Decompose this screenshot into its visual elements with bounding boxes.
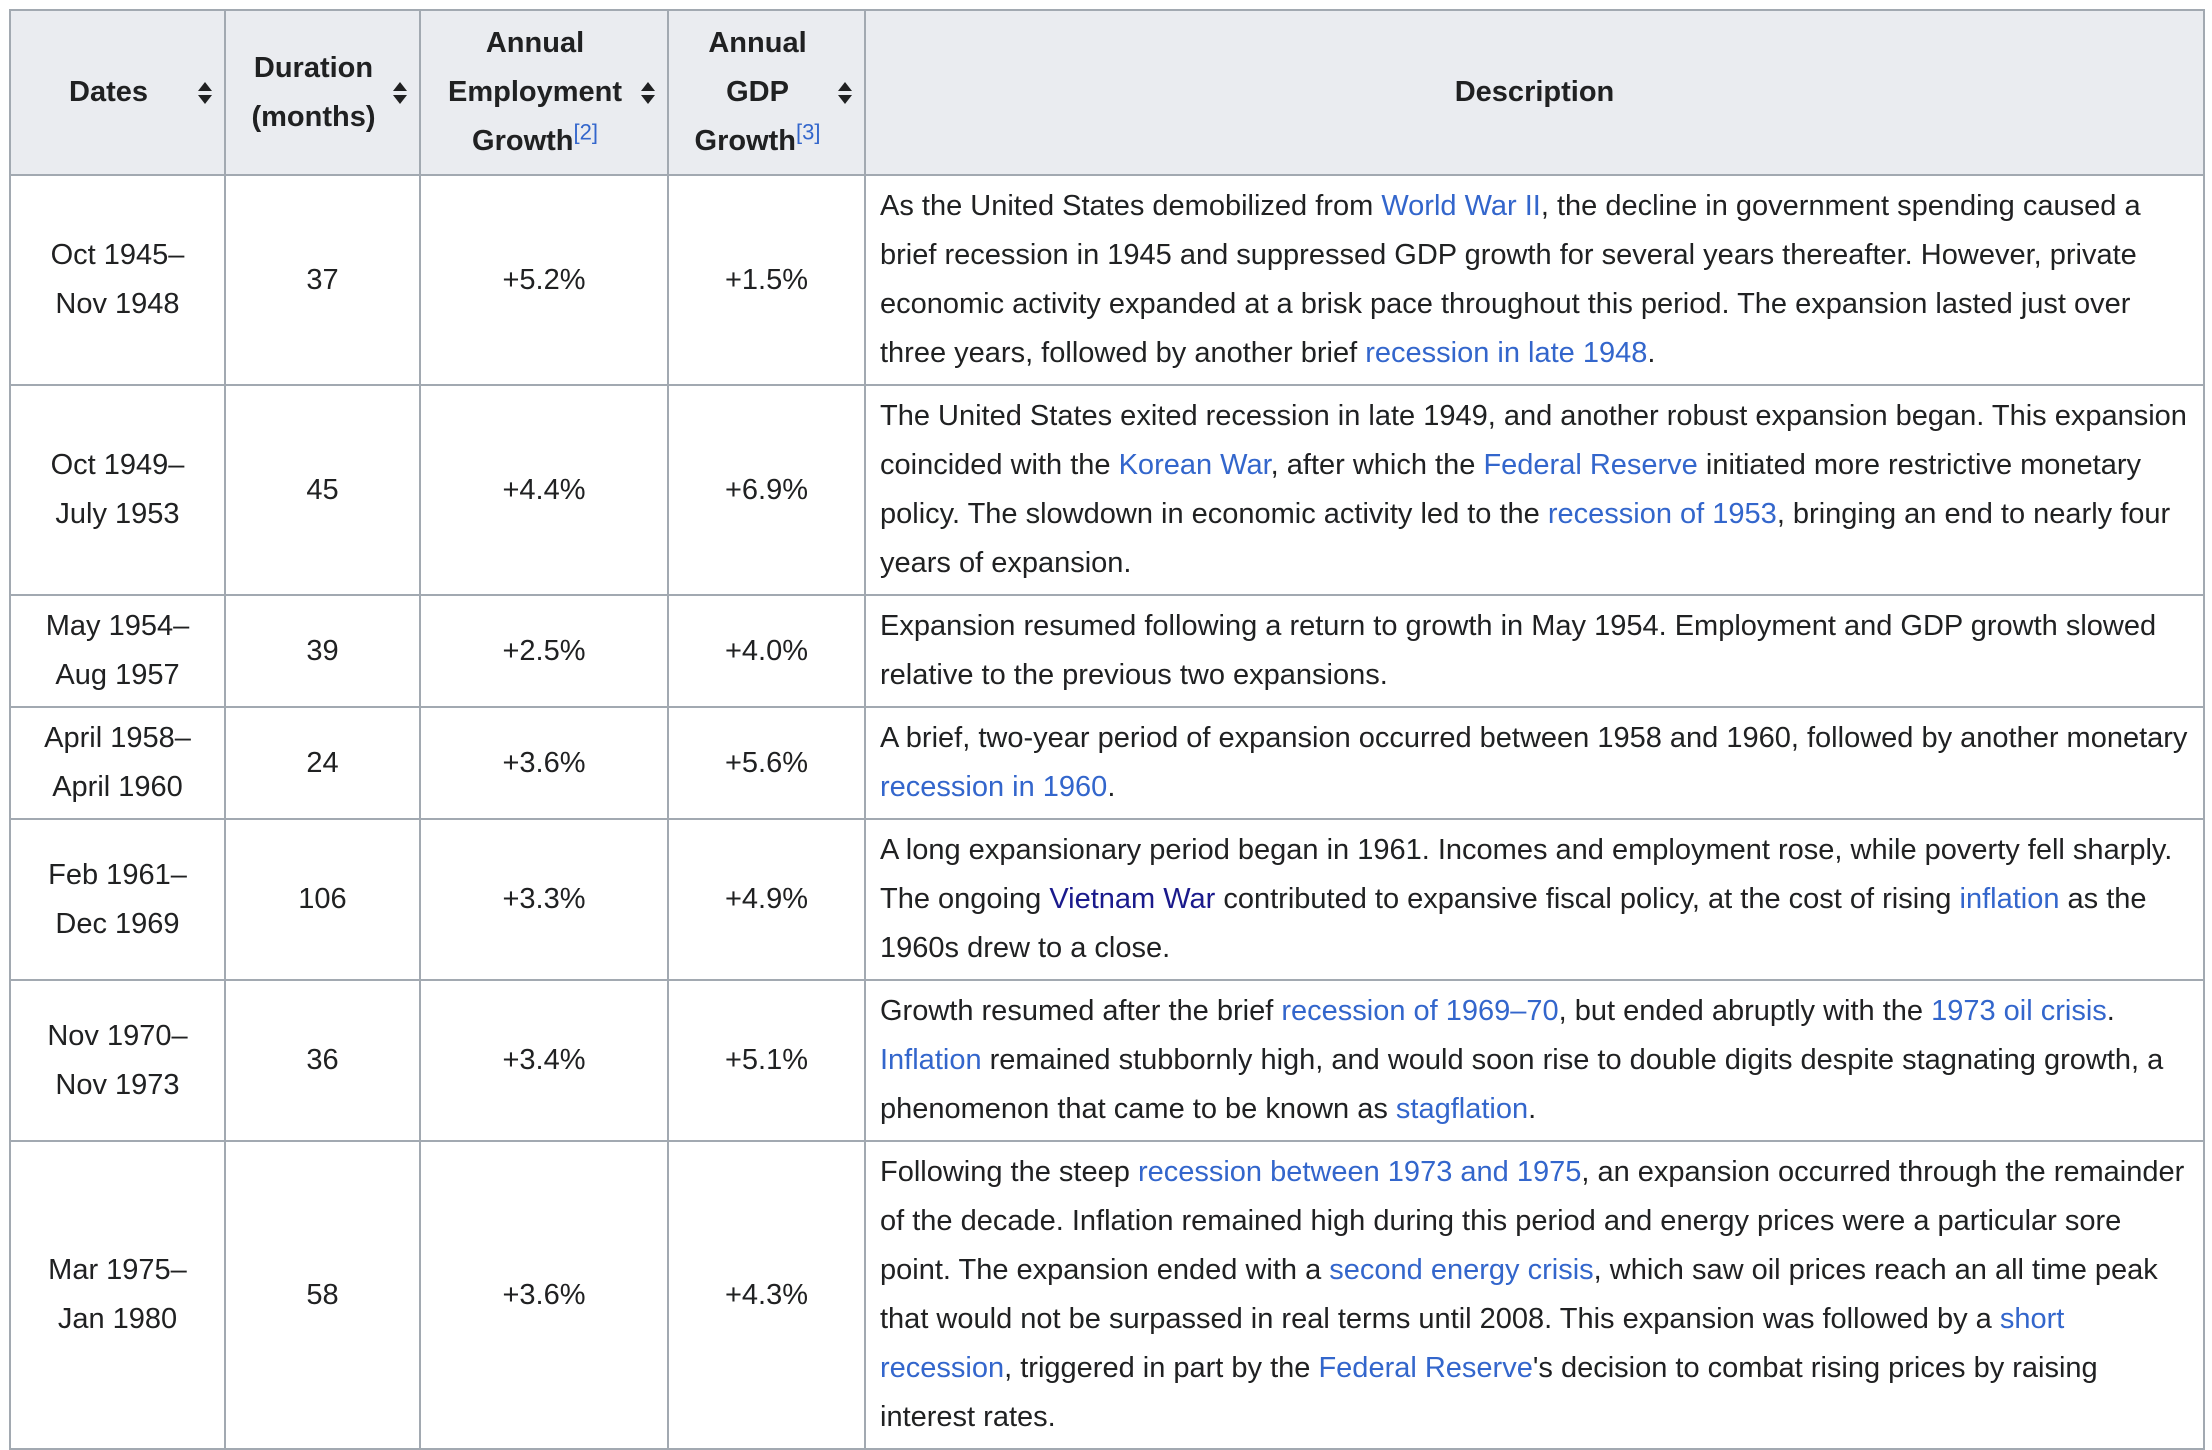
cell-dates xyxy=(10,385,225,595)
description-text: , an expansion occurred through the remainder of the decade. Inflation remained high during this period and energy prices were a particular sore point. The expansion ended with a xyxy=(880,1156,2185,1286)
description-text: A brief, two-year period of expansion occurred between 1958 and 1960, followed by another monetary xyxy=(880,722,2188,754)
cell-employment-growth: +3.4% xyxy=(420,980,668,1141)
description-link[interactable]: recession of 1953 xyxy=(1547,498,1777,530)
cell-dates xyxy=(10,980,225,1141)
table-row xyxy=(10,707,2204,819)
gdp-ref-link[interactable]: [3] xyxy=(796,119,821,145)
description-link[interactable]: 1973 oil crisis xyxy=(1931,995,2107,1027)
date-end: April 1960 xyxy=(52,771,183,803)
header-gdp-line2: GDP xyxy=(726,76,789,108)
cell-dates xyxy=(10,595,225,707)
description-link[interactable]: Federal Reserve xyxy=(1318,1352,1533,1384)
cell-description xyxy=(865,707,2204,819)
cell-duration: 106 xyxy=(225,819,420,980)
cell-duration: 37 xyxy=(225,175,420,385)
cell-gdp-growth: +4.9% xyxy=(668,819,865,980)
header-employment-line2: Employment xyxy=(447,76,623,108)
description-text: initiated more restrictive monetary policy. The slowdown in economic activity led to the xyxy=(880,449,2142,530)
description-link[interactable]: Korean War xyxy=(1118,449,1271,481)
cell-gdp-growth: +5.6% xyxy=(668,707,865,819)
header-employment-line3: Growth xyxy=(472,125,574,157)
date-start: May 1954– xyxy=(45,610,190,642)
description-text: as the 1960s drew to a close. xyxy=(880,883,2147,964)
header-duration[interactable] xyxy=(225,10,420,175)
sort-icon[interactable] xyxy=(639,80,657,106)
cell-gdp-growth: +5.1% xyxy=(668,980,865,1141)
cell-gdp-growth: +1.5% xyxy=(668,175,865,385)
date-end: Dec 1969 xyxy=(55,907,180,940)
description-text: , after which the xyxy=(1270,449,1484,481)
description-link[interactable]: World War II xyxy=(1381,190,1541,222)
header-row xyxy=(10,10,2204,175)
description-text: , triggered in part by the xyxy=(1004,1352,1319,1384)
cell-duration: 24 xyxy=(225,707,420,819)
header-employment-growth[interactable] xyxy=(420,10,668,175)
description-text: , bringing an end to nearly four years of expansion. xyxy=(880,498,2171,579)
header-duration-line2: (months) xyxy=(251,100,376,133)
cell-description xyxy=(865,980,2204,1141)
description-text: As the United States demobilized from xyxy=(880,190,1382,222)
employment-ref-link[interactable]: [2] xyxy=(573,119,598,145)
cell-description xyxy=(865,1141,2204,1449)
description-text: Growth resumed after the brief xyxy=(880,995,1282,1027)
description-link[interactable]: stagflation xyxy=(1395,1093,1529,1125)
table-body xyxy=(10,175,2204,1449)
date-start: Mar 1975– xyxy=(48,1254,187,1286)
date-start: Oct 1945– xyxy=(50,239,185,271)
header-duration-line1: Duration xyxy=(253,51,374,84)
description-link[interactable]: recession of 1969–70 xyxy=(1281,995,1559,1027)
description-text: , which saw oil prices reach an all time peak that would not be surpassed in real terms until 2008. This expansion was followed by a xyxy=(880,1254,2158,1335)
description-text: contributed to expansive fiscal policy, at the cost of rising xyxy=(1215,883,1960,915)
cell-gdp-growth: +6.9% xyxy=(668,385,865,595)
description-text: Expansion resumed following a return to growth in May 1954. Employment and GDP growth slowed relative to the previous two expansions. xyxy=(880,610,2157,691)
description-text: . xyxy=(2106,995,2115,1027)
cell-duration: 45 xyxy=(225,385,420,595)
description-link[interactable]: short recession xyxy=(880,1303,2065,1384)
header-dates[interactable] xyxy=(10,10,225,175)
cell-gdp-growth: +4.0% xyxy=(668,595,865,707)
description-text: . xyxy=(1107,771,1116,803)
description-link[interactable]: Federal Reserve xyxy=(1483,449,1698,481)
expansions-table xyxy=(9,9,2205,1450)
description-text: . xyxy=(1528,1093,1537,1125)
header-gdp-growth[interactable] xyxy=(668,10,865,175)
cell-employment-growth: +5.2% xyxy=(420,175,668,385)
date-start: April 1958– xyxy=(44,722,191,754)
sort-icon[interactable] xyxy=(391,80,409,106)
description-text: 's decision to combat rising prices by raising interest rates. xyxy=(880,1352,2098,1433)
description-text: A long expansionary period began in 1961. Incomes and employment rose, while poverty fell sharply. The ongoing xyxy=(880,834,2173,915)
date-end: Aug 1957 xyxy=(55,659,180,691)
table-row xyxy=(10,385,2204,595)
table-row xyxy=(10,1141,2204,1449)
description-text: The United States exited recession in late 1949, and another robust expansion began. This expansion coincided with the xyxy=(880,400,2187,481)
date-end: Jan 1980 xyxy=(57,1303,178,1335)
description-text: . xyxy=(1647,337,1656,369)
description-text: , but ended abruptly with the xyxy=(1558,995,1932,1027)
description-text: Following the steep xyxy=(880,1156,1138,1188)
description-link[interactable]: Inflation xyxy=(880,1044,982,1076)
sort-icon[interactable] xyxy=(836,80,854,106)
table-row xyxy=(10,980,2204,1141)
description-link[interactable]: second energy crisis xyxy=(1329,1254,1594,1286)
cell-dates xyxy=(10,707,225,819)
description-link[interactable]: recession between 1973 and 1975 xyxy=(1137,1156,1582,1188)
date-end: Nov 1973 xyxy=(55,1068,180,1101)
cell-description xyxy=(865,175,2204,385)
description-link[interactable]: inflation xyxy=(1959,883,2060,915)
sort-icon[interactable] xyxy=(196,80,214,106)
date-start: Feb 1961– xyxy=(48,858,187,891)
cell-employment-growth: +2.5% xyxy=(420,595,668,707)
header-description xyxy=(865,10,2204,175)
header-description-label: Description xyxy=(1454,76,1615,108)
date-end: Nov 1948 xyxy=(55,288,180,320)
cell-dates xyxy=(10,1141,225,1449)
header-gdp-line1: Annual xyxy=(708,27,807,59)
cell-duration: 39 xyxy=(225,595,420,707)
cell-dates xyxy=(10,819,225,980)
table-row xyxy=(10,595,2204,707)
cell-dates xyxy=(10,175,225,385)
header-dates-label: Dates xyxy=(69,76,148,108)
cell-employment-growth: +3.6% xyxy=(420,707,668,819)
cell-employment-growth: +3.3% xyxy=(420,819,668,980)
cell-duration: 58 xyxy=(225,1141,420,1449)
header-employment-line1: Annual xyxy=(485,27,585,59)
date-start: Nov 1970– xyxy=(47,1019,188,1052)
header-gdp-line3: Growth xyxy=(694,125,797,157)
cell-duration: 36 xyxy=(225,980,420,1141)
cell-description xyxy=(865,819,2204,980)
description-link[interactable]: recession in late 1948 xyxy=(1365,337,1648,369)
date-start: Oct 1949– xyxy=(50,449,185,481)
table-row xyxy=(10,819,2204,980)
cell-employment-growth: +3.6% xyxy=(420,1141,668,1449)
description-link[interactable]: recession in 1960 xyxy=(880,771,1108,803)
cell-employment-growth: +4.4% xyxy=(420,385,668,595)
cell-gdp-growth: +4.3% xyxy=(668,1141,865,1449)
cell-description xyxy=(865,385,2204,595)
date-end: July 1953 xyxy=(55,498,180,530)
table-row xyxy=(10,175,2204,385)
description-link[interactable]: Vietnam War xyxy=(1049,883,1216,915)
cell-description xyxy=(865,595,2204,707)
description-text: , the decline in government spending caused a brief recession in 1945 and suppressed GDP growth for several years thereafter. However, private economic activity expanded at a brisk pace throughout this period. The expansion lasted just over three years, followed by another brief xyxy=(880,190,2141,369)
description-text: remained stubbornly high, and would soon rise to double digits despite stagnating growth, a phenomenon that came to be known as xyxy=(880,1044,2164,1125)
